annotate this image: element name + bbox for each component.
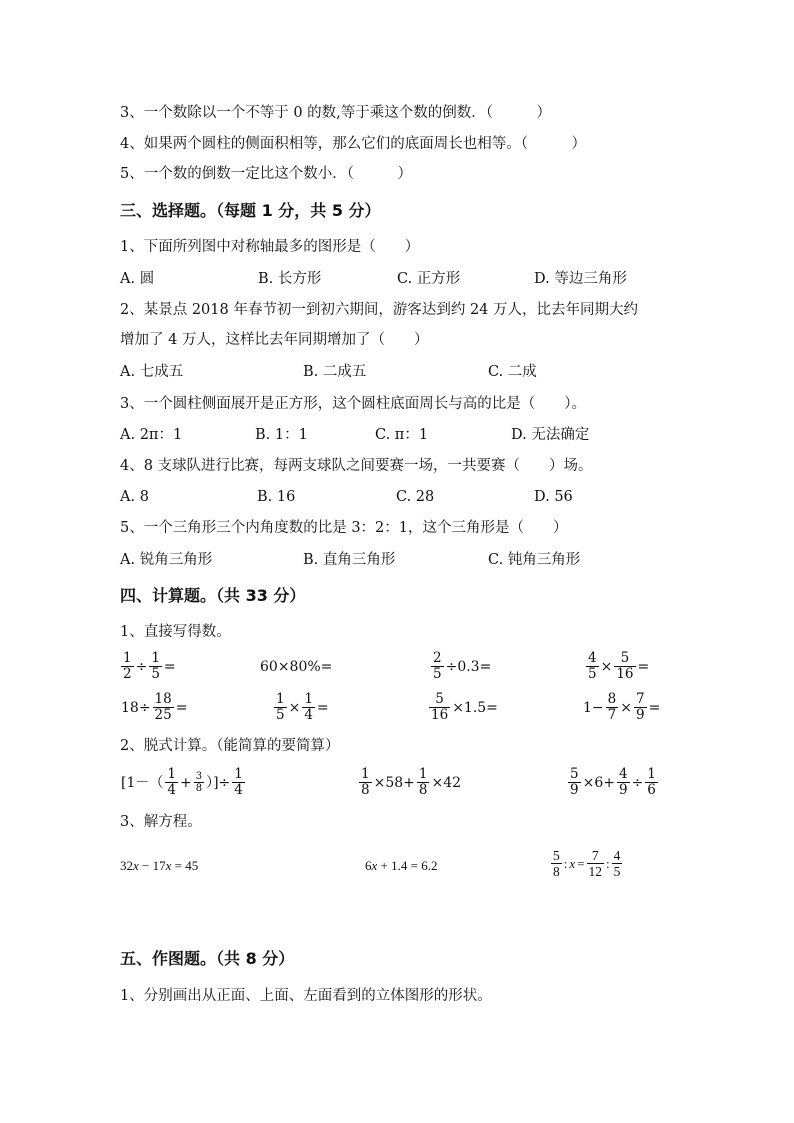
choice-q3-option-d: D. 无法确定 xyxy=(511,427,590,443)
choice-q5: 5、一个三角形三个内角度数的比是 3：2：1，这个三角形是（ ） xyxy=(120,520,568,536)
fraction: $\frac{7}{12}$ xyxy=(588,848,602,879)
fraction: $\frac{1}{4}$ xyxy=(234,766,243,798)
choice-q4-option-d: D. 56 xyxy=(534,489,573,505)
choice-q5-option-a: A. 锐角三角形 xyxy=(120,552,213,568)
fraction: $\frac{4}{5}$ xyxy=(588,650,597,682)
choice-q2-option-b: B. 二成五 xyxy=(303,364,367,380)
fraction: $\frac{1}{8}$ xyxy=(361,766,370,798)
direct-calc-5: 18÷ $\frac{18}{25}$ = xyxy=(121,691,188,723)
choice-q1: 1、下面所列图中对称轴最多的图形是（ ） xyxy=(120,239,420,255)
direct-calc-4: $\frac{4}{5}$ × $\frac{5}{16}$ = xyxy=(588,650,650,682)
direct-calc-8: 1− $\frac{8}{7}$ × $\frac{7}{9}$ = xyxy=(583,691,661,723)
choice-q3-option-a: A. 2π：1 xyxy=(120,427,183,443)
fraction: $\frac{1}{4}$ xyxy=(167,766,176,798)
choice-q2-line1: 2、某景点 2018 年春节初一到初六期间，游客达到约 24 万人，比去年同期大约 xyxy=(120,302,639,318)
calc-sub3: 3、解方程。 xyxy=(120,814,202,830)
choice-q4: 4、8 支球队进行比赛，每两支球队之间要赛一场，一共要赛（ ）场。 xyxy=(120,458,593,474)
choice-q3-option-b: B. 1：1 xyxy=(255,427,308,443)
judge-item-5: 5、一个数的倒数一定比这个数小．（ ） xyxy=(120,166,412,182)
choice-q5-option-c: C. 钝角三角形 xyxy=(488,552,581,568)
step-calc-2: $\frac{1}{8}$ ×58+ $\frac{1}{8}$ ×42 xyxy=(361,766,462,798)
calc-sub2: 2、脱式计算。（能简算的要简算） xyxy=(120,738,340,754)
equation-3: $\frac{5}{8}$ :x= $\frac{7}{12}$ : $\frac{4}{5}$ xyxy=(553,848,621,879)
choice-q2-line2: 增加了 4 万人，这样比去年同期增加了（ ） xyxy=(120,332,429,348)
choice-q4-option-c: C. 28 xyxy=(396,489,435,505)
direct-calc-1: $\frac{1}{2}$ ÷ $\frac{1}{5}$ = xyxy=(123,650,176,682)
choice-q4-option-b: B. 16 xyxy=(257,489,296,505)
judge-item-4: 4、如果两个圆柱的侧面积相等，那么它们的底面周长也相等。（ ） xyxy=(120,136,586,152)
fraction: $\frac{1}{4}$ xyxy=(304,691,313,723)
choice-q2-option-c: C. 二成 xyxy=(488,364,537,380)
fraction: $\frac{5}{8}$ xyxy=(553,848,560,879)
fraction: $\frac{1}{2}$ xyxy=(123,650,132,682)
choice-q1-option-a: A. 圆 xyxy=(120,271,155,287)
direct-calc-6: $\frac{1}{5}$ × $\frac{1}{4}$ = xyxy=(276,691,329,723)
step-calc-1: [1－（ $\frac{1}{4}$ + $\frac{3}{8}$ ）]÷ $\frac{1}{4}$ xyxy=(121,766,243,798)
fraction: $\frac{18}{25}$ xyxy=(154,691,172,723)
section-heading-draw: 五、作图题。（共 8 分） xyxy=(120,949,295,968)
fraction: $\frac{1}{5}$ xyxy=(151,650,160,682)
fraction: $\frac{2}{5}$ xyxy=(433,650,442,682)
fraction: $\frac{4}{5}$ xyxy=(613,848,621,879)
choice-q4-option-a: A. 8 xyxy=(120,489,149,505)
choice-q3-option-c: C. π：1 xyxy=(375,427,429,443)
equation-1: 32x − 17x = 45 xyxy=(120,858,199,873)
fraction: $\frac{5}{16}$ xyxy=(431,691,449,723)
fraction: $\frac{8}{7}$ xyxy=(607,691,617,723)
choice-q2-option-a: A. 七成五 xyxy=(120,364,184,380)
direct-calc-3: $\frac{2}{5}$ ÷0.3= xyxy=(433,650,492,682)
step-calc-3: $\frac{5}{9}$ ×6+ $\frac{4}{9}$ ÷ $\frac{1}{6}$ xyxy=(570,766,656,798)
fraction: $\frac{5}{9}$ xyxy=(570,766,579,798)
direct-calc-7: $\frac{5}{16}$ ×1.5= xyxy=(431,691,498,723)
direct-calc-2: 60×80%= xyxy=(260,659,333,675)
fraction: $\frac{1}{5}$ xyxy=(276,691,285,723)
choice-q1-option-b: B. 长方形 xyxy=(258,271,322,287)
fraction: $\frac{5}{16}$ xyxy=(616,650,634,682)
equation-2: 6x + 1.4 = 6.2 xyxy=(365,858,438,873)
fraction: $\frac{3}{8}$ xyxy=(195,771,203,794)
choice-q1-option-c: C. 正方形 xyxy=(397,271,461,287)
fraction: $\frac{1}{8}$ xyxy=(418,766,428,798)
draw-q1: 1、分别画出从正面、上面、左面看到的立体图形的形状。 xyxy=(120,988,492,1004)
fraction: $\frac{7}{9}$ xyxy=(635,691,645,723)
calc-sub1: 1、直接写得数。 xyxy=(120,624,231,640)
choice-q1-option-d: D. 等边三角形 xyxy=(534,271,627,287)
choice-q5-option-b: B. 直角三角形 xyxy=(303,552,396,568)
section-heading-choice: 三、选择题。（每题 1 分，共 5 分） xyxy=(120,201,381,220)
choice-q3: 3、一个圆柱侧面展开是正方形，这个圆柱底面周长与高的比是（ ）。 xyxy=(120,396,586,412)
fraction: $\frac{4}{9}$ xyxy=(618,766,628,798)
section-heading-calc: 四、计算题。（共 33 分） xyxy=(120,586,306,605)
fraction: $\frac{1}{6}$ xyxy=(647,766,656,798)
judge-item-3: 3、一个数除以一个不等于 0 的数,等于乘这个数的倒数．（ ） xyxy=(120,105,552,121)
